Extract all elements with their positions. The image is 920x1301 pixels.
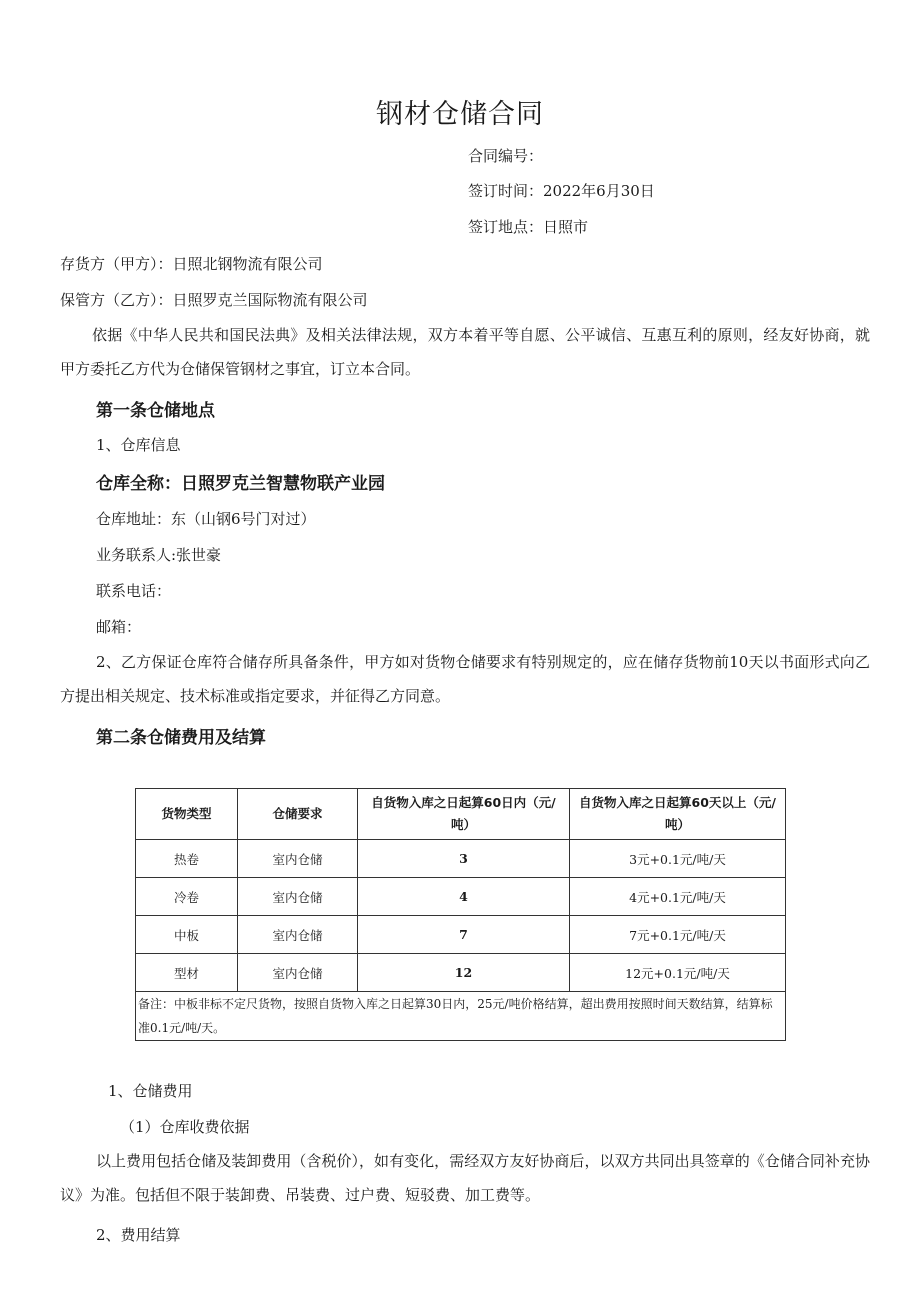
cell-within-60: 4	[358, 878, 570, 916]
table-row	[136, 916, 786, 954]
table-row	[136, 878, 786, 916]
cell-within-60: 3	[358, 840, 570, 878]
article1-item1: 1、仓库信息	[96, 436, 181, 454]
cell-within-60: 12	[358, 954, 570, 992]
contract-number: 合同编号：	[468, 147, 544, 165]
document-title: 钢材仓储合同	[376, 99, 544, 130]
header-goods-type: 货物类型	[136, 789, 238, 840]
table-row	[136, 840, 786, 878]
fee-basis-heading: （1）仓库收费依据	[120, 1118, 250, 1136]
table-row	[136, 954, 786, 992]
cell-over-60: 3元+0.1元/吨/天	[570, 840, 786, 878]
header-within-60-days: 自货物入库之日起算60日内（元/吨）	[358, 789, 570, 840]
cell-goods-type: 型材	[136, 954, 238, 992]
cell-over-60: 12元+0.1元/吨/天	[570, 954, 786, 992]
party-b: 保管方（乙方）：日照罗克兰国际物流有限公司	[60, 291, 368, 309]
fee-table-note-row	[136, 992, 786, 1041]
cell-storage-requirement: 室内仓储	[238, 840, 358, 878]
cell-storage-requirement: 室内仓储	[238, 878, 358, 916]
fee-basis-paragraph: 以上费用包括仓储及装卸费用（含税价），如有变化，需经双方友好协商后，以双方共同出具签章的《仓储合同补充协议》为准。包括但不限于装卸费、吊装费、过户费、短驳费、加工费等。	[60, 1152, 870, 1204]
article1-heading: 第一条仓储地点	[96, 401, 215, 421]
warehouse-address: 仓库地址：东（山钢6号门对过）	[96, 510, 316, 528]
cell-goods-type: 冷卷	[136, 878, 238, 916]
business-contact: 业务联系人:张世豪	[96, 546, 222, 564]
warehouse-name: 仓库全称：日照罗克兰智慧物联产业园	[96, 474, 385, 494]
contact-phone: 联系电话：	[96, 582, 172, 600]
party-a: 存货方（甲方）：日照北钢物流有限公司	[60, 255, 323, 273]
cell-storage-requirement: 室内仓储	[238, 954, 358, 992]
contact-email: 邮箱：	[96, 618, 142, 636]
article1-item2: 2、乙方保证仓库符合储存所具备条件，甲方如对货物仓储要求有特别规定的，应在储存货物前10天以书面形式向乙方提出相关规定、技术标准或指定要求，并征得乙方同意。	[60, 653, 870, 705]
cell-within-60: 7	[358, 916, 570, 954]
fee-table	[135, 788, 786, 1041]
cell-storage-requirement: 室内仓储	[238, 916, 358, 954]
article2-heading: 第二条仓储费用及结算	[96, 728, 266, 748]
fee-section-2: 2、费用结算	[96, 1226, 181, 1244]
cell-over-60: 7元+0.1元/吨/天	[570, 916, 786, 954]
cell-goods-type: 热卷	[136, 840, 238, 878]
fee-table-note: 备注：中板非标不定尺货物，按照自货物入库之日起算30日内，25元/吨价格结算，超出费用按照时间天数结算，结算标准0.1元/吨/天。	[136, 992, 786, 1041]
sign-date: 签订时间：2022年6月30日	[468, 182, 655, 200]
fee-section-1: 1、仓储费用	[108, 1082, 193, 1100]
preamble-paragraph: 依据《中华人民共和国民法典》及相关法律法规，双方本着平等自愿、公平诚信、互惠互利的原则，经友好协商，就甲方委托乙方代为仓储保管钢材之事宜，订立本合同。	[60, 326, 870, 378]
fee-table-header-row	[136, 789, 786, 840]
cell-over-60: 4元+0.1元/吨/天	[570, 878, 786, 916]
cell-goods-type: 中板	[136, 916, 238, 954]
header-storage-requirement: 仓储要求	[238, 789, 358, 840]
sign-place: 签订地点：日照市	[468, 218, 589, 236]
header-over-60-days: 自货物入库之日起算60天以上（元/吨）	[570, 789, 786, 840]
